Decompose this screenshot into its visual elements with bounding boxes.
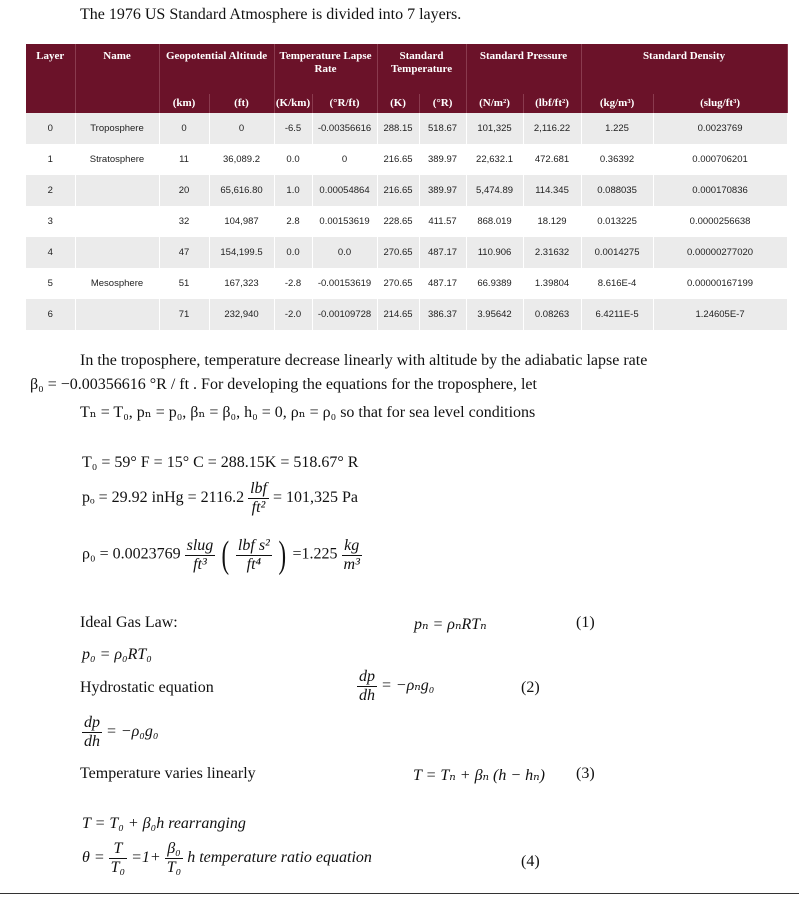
theta-fraction-1 — [109, 840, 127, 877]
cell-lapse-k: -2.0 — [274, 299, 312, 330]
dh-den-sl: dh — [84, 733, 100, 750]
rho0-f2-num: lbf s² — [237, 536, 270, 554]
cell-ft: 232,940 — [209, 299, 274, 330]
cell-temp-k: 214.65 — [377, 299, 419, 330]
cell-lapse-r: -0.00153619 — [312, 268, 377, 299]
unit-k: (K) — [377, 94, 419, 113]
cell-density-kg: 0.088035 — [581, 175, 653, 206]
cell-density-slug: 0.00000167199 — [653, 268, 787, 299]
cell-density-slug: 0.000706201 — [653, 144, 787, 175]
cell-name — [75, 175, 159, 206]
table-row — [26, 206, 787, 237]
cell-temp-r: 389.97 — [419, 144, 466, 175]
cell-ft: 104,987 — [209, 206, 274, 237]
cell-ft: 154,199.5 — [209, 237, 274, 268]
p0-unit-den: ft² — [251, 499, 266, 516]
hydrostatic-equation — [357, 668, 434, 705]
ideal-gas-sea-level: p₀ = ρ₀RT₀ — [82, 646, 152, 663]
cell-pressure-lbf: 0.08263 — [523, 299, 581, 330]
cell-temp-r: 389.97 — [419, 175, 466, 206]
unit-slug-ft3: (slug/ft³) — [653, 94, 787, 113]
theta-fraction-2 — [165, 840, 183, 877]
unit-n-m2: (N/m²) — [466, 94, 523, 113]
cell-name: Stratosphere — [75, 144, 159, 175]
cell-km: 0 — [159, 113, 209, 144]
cell-density-kg: 6.4211E-5 — [581, 299, 653, 330]
unit-r: (°R) — [419, 94, 466, 113]
theta-f2-num: β₀ — [165, 840, 183, 859]
cell-pressure-n: 5,474.89 — [466, 175, 523, 206]
right-paren: ) — [278, 534, 286, 576]
cell-density-slug: 0.0000256638 — [653, 206, 787, 237]
cell-pressure-n: 3.95642 — [466, 299, 523, 330]
dp-num: dp — [359, 668, 375, 685]
col-standard-density: Standard Density — [581, 44, 787, 94]
cell-temp-k: 228.65 — [377, 206, 419, 237]
cell-pressure-lbf: 2,116.22 — [523, 113, 581, 144]
col-layer: Layer — [26, 44, 75, 113]
cell-lapse-k: -2.8 — [274, 268, 312, 299]
temperature-linear-equation: T = Tₙ + βₙ (h − hₙ) — [413, 767, 545, 784]
cell-name — [75, 206, 159, 237]
col-lapse-rate: Temperature Lapse Rate — [274, 44, 377, 94]
cell-temp-r: 386.37 — [419, 299, 466, 330]
theta-f2-den: T₀ — [166, 859, 182, 876]
cell-km: 20 — [159, 175, 209, 206]
p0-right: = 101,325 Pa — [272, 489, 358, 507]
cell-ft: 36,089.2 — [209, 144, 274, 175]
unit-km: (km) — [159, 94, 209, 113]
hydrostatic-label: Hydrostatic equation — [80, 679, 214, 696]
p0-unit-fraction — [248, 480, 269, 517]
intro-text: The 1976 US Standard Atmosphere is divided into 7 layers. — [80, 6, 462, 23]
table-row — [26, 113, 787, 144]
table-row — [26, 237, 787, 268]
cell-km: 32 — [159, 206, 209, 237]
cell-density-kg: 0.013225 — [581, 206, 653, 237]
cell-layer: 3 — [26, 206, 75, 237]
unit-ft: (ft) — [209, 94, 274, 113]
temperature-sea-level: T = T₀ + β₀h rearranging — [82, 815, 246, 832]
standard-atmosphere-table — [26, 44, 788, 330]
equation-number-4: (4) — [521, 853, 540, 870]
rho0-fraction-2 — [236, 537, 272, 574]
ideal-gas-equation: pₙ = ρₙRTₙ — [414, 616, 487, 633]
sea-level-substitutions: Tₙ = T₀, pₙ = p₀, βₙ = β₀, h₀ = 0, ρₙ = ρ₀ so that for sea level conditions — [80, 404, 536, 421]
cell-pressure-n: 22,632.1 — [466, 144, 523, 175]
cell-pressure-n: 66.9389 — [466, 268, 523, 299]
cell-temp-r: 487.17 — [419, 268, 466, 299]
cell-layer: 0 — [26, 113, 75, 144]
cell-layer: 4 — [26, 237, 75, 268]
cell-density-slug: 0.000170836 — [653, 175, 787, 206]
cell-ft: 0 — [209, 113, 274, 144]
p0-unit-num: lbf — [250, 480, 267, 497]
cell-density-kg: 0.0014275 — [581, 237, 653, 268]
cell-ft: 65,616.80 — [209, 175, 274, 206]
hydrostatic-sl-rhs: = −ρ₀g₀ — [106, 723, 159, 741]
cell-name: Mesosphere — [75, 268, 159, 299]
cell-lapse-r: -0.00356616 — [312, 113, 377, 144]
cell-layer: 1 — [26, 144, 75, 175]
troposphere-paragraph-line1: In the troposphere, temperature decrease linearly with altitude by the adiabatic lapse rate — [80, 352, 648, 369]
cell-temp-r: 487.17 — [419, 237, 466, 268]
unit-lbf-ft2: (lbf/ft²) — [523, 94, 581, 113]
dp-num-sl: dp — [84, 714, 100, 731]
unit-kg-m3: (kg/m³) — [581, 94, 653, 113]
cell-lapse-k: 1.0 — [274, 175, 312, 206]
theta-f1-den: T₀ — [110, 859, 126, 876]
cell-temp-r: 518.67 — [419, 113, 466, 144]
col-name: Name — [75, 44, 159, 113]
rho0-f1-den: ft³ — [193, 555, 207, 573]
cell-density-kg: 8.616E-4 — [581, 268, 653, 299]
theta-f1-num: T — [109, 840, 127, 859]
equation-number-2: (2) — [521, 679, 540, 696]
table-row — [26, 299, 787, 330]
cell-pressure-lbf: 2.31632 — [523, 237, 581, 268]
cell-pressure-n: 110.906 — [466, 237, 523, 268]
unit-k-per-km: (K/km) — [274, 94, 312, 113]
lapse-rate-definition: β₀ = −0.00356616 °R / ft . For developing the equations for the troposphere, let — [30, 376, 537, 393]
cell-km: 71 — [159, 299, 209, 330]
table-row — [26, 144, 787, 175]
page-bottom-rule — [0, 893, 799, 894]
hydrostatic-rhs: = −ρₙg₀ — [381, 677, 435, 695]
equation-number-1: (1) — [576, 614, 595, 631]
cell-km: 51 — [159, 268, 209, 299]
col-geopotential-altitude: Geopotential Altitude — [159, 44, 274, 94]
dp-dh-fraction-sl — [82, 714, 102, 751]
ideal-gas-label: Ideal Gas Law: — [80, 614, 178, 631]
equation-t0: T₀ = 59° F = 15° C = 288.15K = 518.67° R — [82, 454, 359, 471]
cell-lapse-k: 2.8 — [274, 206, 312, 237]
cell-name — [75, 299, 159, 330]
cell-lapse-r: 0 — [312, 144, 377, 175]
cell-pressure-lbf: 18.129 — [523, 206, 581, 237]
cell-pressure-n: 868.019 — [466, 206, 523, 237]
table-row — [26, 175, 787, 206]
cell-density-slug: 1.24605E-7 — [653, 299, 787, 330]
cell-lapse-r: 0.0 — [312, 237, 377, 268]
dp-dh-fraction — [357, 668, 377, 705]
cell-lapse-r: 0.00054864 — [312, 175, 377, 206]
cell-pressure-lbf: 472.681 — [523, 144, 581, 175]
cell-lapse-k: 0.0 — [274, 237, 312, 268]
rho0-left: ρ₀ = 0.0023769 — [82, 545, 181, 563]
unit-r-per-ft: (°R/ft) — [312, 94, 377, 113]
cell-temp-k: 216.65 — [377, 144, 419, 175]
theta-right: h temperature ratio equation — [187, 849, 372, 867]
col-standard-pressure: Standard Pressure — [466, 44, 581, 94]
cell-lapse-r: 0.00153619 — [312, 206, 377, 237]
cell-lapse-k: 0.0 — [274, 144, 312, 175]
cell-layer: 5 — [26, 268, 75, 299]
rho0-fraction-3 — [342, 537, 362, 574]
rho0-f2-den: ft⁴ — [246, 555, 262, 573]
cell-name: Troposphere — [75, 113, 159, 144]
theta-mid: =1+ — [131, 849, 161, 867]
rho0-fraction-1 — [185, 537, 216, 574]
cell-km: 11 — [159, 144, 209, 175]
left-paren: ( — [221, 534, 230, 576]
cell-temp-k: 216.65 — [377, 175, 419, 206]
cell-pressure-n: 101,325 — [466, 113, 523, 144]
rho0-f3-den: m³ — [343, 555, 360, 573]
hydrostatic-sea-level — [82, 714, 158, 751]
rho0-f3-num: kg — [342, 537, 362, 556]
cell-temp-k: 270.65 — [377, 268, 419, 299]
cell-temp-k: 270.65 — [377, 237, 419, 268]
cell-layer: 2 — [26, 175, 75, 206]
cell-name — [75, 237, 159, 268]
cell-density-slug: 0.00000277020 — [653, 237, 787, 268]
cell-density-kg: 0.36392 — [581, 144, 653, 175]
equation-p0 — [82, 480, 358, 517]
dh-den: dh — [359, 687, 375, 704]
rho0-mid: =1.225 — [292, 545, 338, 563]
cell-pressure-lbf: 114.345 — [523, 175, 581, 206]
cell-temp-k: 288.15 — [377, 113, 419, 144]
cell-density-slug: 0.0023769 — [653, 113, 787, 144]
cell-lapse-r: -0.00109728 — [312, 299, 377, 330]
equation-rho0 — [82, 536, 362, 574]
col-standard-temperature: Standard Temperature — [377, 44, 466, 94]
cell-ft: 167,323 — [209, 268, 274, 299]
temperature-ratio-equation — [82, 840, 372, 877]
cell-pressure-lbf: 1.39804 — [523, 268, 581, 299]
temperature-linear-label: Temperature varies linearly — [80, 765, 256, 782]
p0-left: pₒ = 29.92 inHg = 2116.2 — [82, 489, 245, 507]
rho0-f1-num: slug — [186, 536, 214, 554]
cell-density-kg: 1.225 — [581, 113, 653, 144]
equation-number-3: (3) — [576, 765, 595, 782]
cell-layer: 6 — [26, 299, 75, 330]
cell-temp-r: 411.57 — [419, 206, 466, 237]
cell-km: 47 — [159, 237, 209, 268]
table-row — [26, 268, 787, 299]
theta-left: θ = — [82, 849, 105, 867]
cell-lapse-k: -6.5 — [274, 113, 312, 144]
